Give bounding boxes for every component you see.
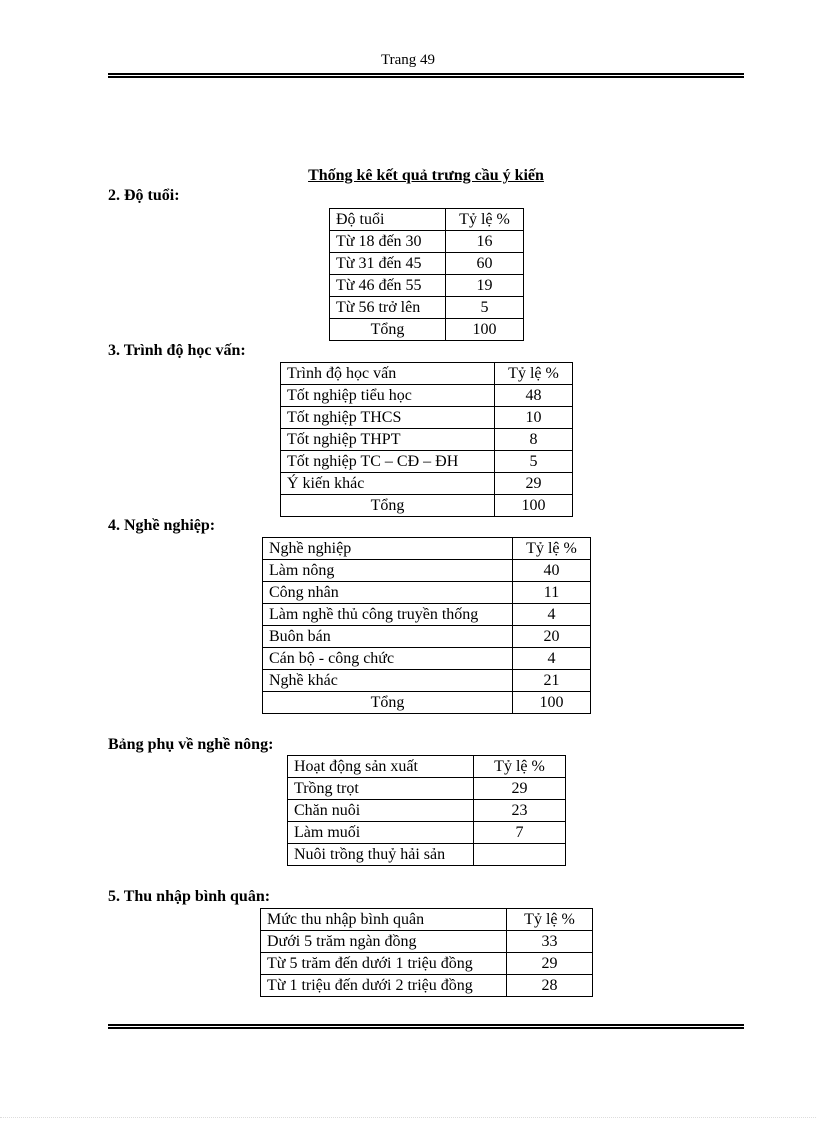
row-value: 20 (513, 626, 591, 648)
table-row (263, 648, 591, 670)
section-heading-income: 5. Thu nhập bình quân: (108, 888, 271, 905)
column-header-value: Tỷ lệ % (474, 756, 566, 778)
total-label: Tổng (281, 495, 495, 517)
table-row (261, 931, 593, 953)
column-header-label: Nghề nghiệp (263, 538, 513, 560)
row-value: 21 (513, 670, 591, 692)
table-row (263, 626, 591, 648)
row-label: Từ 46 đến 55 (330, 275, 446, 297)
row-value: 11 (513, 582, 591, 604)
row-value: 5 (495, 451, 573, 473)
row-label: Nuôi trồng thuỷ hải sản (288, 844, 474, 866)
section-heading-farming: Bảng phụ về nghề nông: (108, 736, 274, 753)
row-value: 29 (507, 953, 593, 975)
table-row (288, 778, 566, 800)
row-value: 4 (513, 604, 591, 626)
table-row (330, 275, 524, 297)
row-value: 48 (495, 385, 573, 407)
column-header-label: Hoạt động sản xuất (288, 756, 474, 778)
row-label: Công nhân (263, 582, 513, 604)
footer-rule (108, 1024, 744, 1029)
table-row (261, 953, 593, 975)
occupation-table (262, 537, 591, 714)
table-row (288, 844, 566, 866)
income-table (260, 908, 593, 997)
table-header-row (288, 756, 566, 778)
row-value: 29 (495, 473, 573, 495)
table-header-row (261, 909, 593, 931)
table-row (330, 231, 524, 253)
row-label: Làm nông (263, 560, 513, 582)
row-label: Từ 5 trăm đến dưới 1 triệu đồng (261, 953, 507, 975)
age-table (329, 208, 524, 341)
column-header-label: Độ tuổi (330, 209, 446, 231)
total-label: Tổng (263, 692, 513, 714)
row-value: 60 (446, 253, 524, 275)
total-label: Tổng (330, 319, 446, 341)
table-row (281, 451, 573, 473)
row-value: 7 (474, 822, 566, 844)
column-header-value: Tỷ lệ % (446, 209, 524, 231)
section-heading-education: 3. Trình độ học vấn: (108, 342, 246, 359)
table-row (263, 582, 591, 604)
row-label: Làm muối (288, 822, 474, 844)
row-label: Cán bộ - công chức (263, 648, 513, 670)
row-label: Làm nghề thủ công truyền thống (263, 604, 513, 626)
section-heading-occupation: 4. Nghề nghiệp: (108, 517, 216, 534)
column-header-value: Tỷ lệ % (495, 363, 573, 385)
row-value: 28 (507, 975, 593, 997)
education-table (280, 362, 573, 517)
row-value (474, 844, 566, 866)
row-label: Tốt nghiệp THPT (281, 429, 495, 451)
table-row (288, 822, 566, 844)
table-header-row (263, 538, 591, 560)
table-row (281, 407, 573, 429)
table-total-row (263, 692, 591, 714)
table-row (263, 560, 591, 582)
row-label: Tốt nghiệp THCS (281, 407, 495, 429)
page-header: Trang 49 (380, 52, 436, 68)
row-label: Từ 31 đến 45 (330, 253, 446, 275)
table-total-row (281, 495, 573, 517)
row-label: Từ 18 đến 30 (330, 231, 446, 253)
section-heading-age: 2. Độ tuổi: (108, 187, 180, 204)
table-total-row (330, 319, 524, 341)
row-value: 5 (446, 297, 524, 319)
row-label: Chăn nuôi (288, 800, 474, 822)
farming-table (287, 755, 566, 866)
row-value: 23 (474, 800, 566, 822)
column-header-label: Trình độ học vấn (281, 363, 495, 385)
row-label: Tốt nghiệp TC – CĐ – ĐH (281, 451, 495, 473)
row-value: 10 (495, 407, 573, 429)
row-value: 33 (507, 931, 593, 953)
row-value: 16 (446, 231, 524, 253)
document-title: Thống kê kết quả trưng cầu ý kiến (308, 167, 544, 184)
column-header-value: Tỷ lệ % (513, 538, 591, 560)
table-row (330, 297, 524, 319)
table-row (330, 253, 524, 275)
row-label: Từ 56 trở lên (330, 297, 446, 319)
table-row (288, 800, 566, 822)
row-value: 40 (513, 560, 591, 582)
column-header-value: Tỷ lệ % (507, 909, 593, 931)
row-label: Dưới 5 trăm ngàn đồng (261, 931, 507, 953)
row-label: Trồng trọt (288, 778, 474, 800)
row-label: Ý kiến khác (281, 473, 495, 495)
table-header-row (281, 363, 573, 385)
table-row (263, 670, 591, 692)
header-rule (108, 73, 744, 78)
row-value: 19 (446, 275, 524, 297)
page-bottom-edge (0, 1117, 816, 1118)
total-value: 100 (513, 692, 591, 714)
row-value: 8 (495, 429, 573, 451)
row-label: Tốt nghiệp tiểu học (281, 385, 495, 407)
row-value: 29 (474, 778, 566, 800)
table-header-row (330, 209, 524, 231)
column-header-label: Mức thu nhập bình quân (261, 909, 507, 931)
table-row (261, 975, 593, 997)
row-label: Từ 1 triệu đến dưới 2 triệu đồng (261, 975, 507, 997)
row-label: Nghề khác (263, 670, 513, 692)
table-row (281, 385, 573, 407)
table-row (281, 429, 573, 451)
row-value: 4 (513, 648, 591, 670)
table-row (281, 473, 573, 495)
total-value: 100 (495, 495, 573, 517)
row-label: Buôn bán (263, 626, 513, 648)
table-row (263, 604, 591, 626)
total-value: 100 (446, 319, 524, 341)
